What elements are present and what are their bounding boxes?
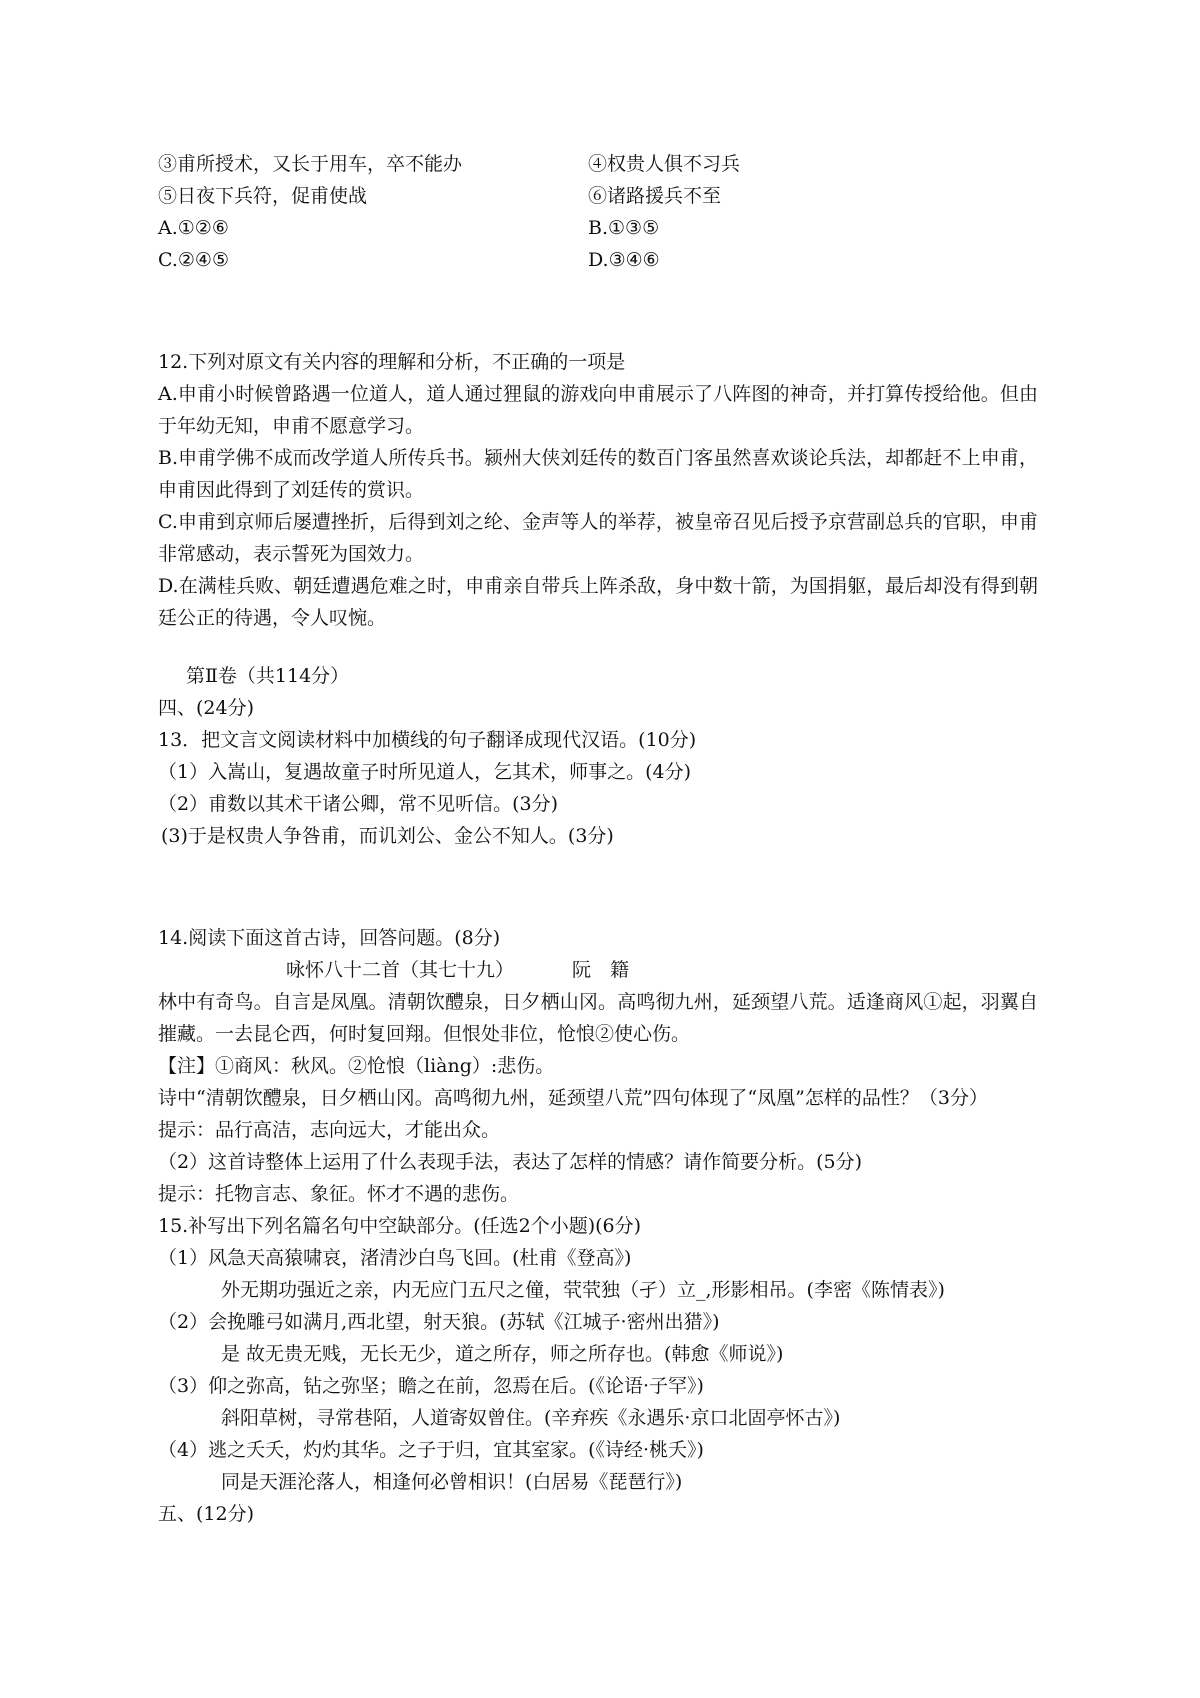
q11-statement-4: ④权贵人俱不习兵 <box>588 153 741 175</box>
q15-item-1b: 外无期功强近之亲，内无应门五尺之僮，茕茕独（孑）立_,形影相吊。(李密《陈情表》) <box>221 1279 945 1301</box>
q11-statement-6: ⑥诸路援兵不至 <box>588 185 722 207</box>
q13-sentence-3: (3)于是权贵人争咎甫，而讥刘公、金公不知人。(3分) <box>161 825 614 847</box>
q11-statement-5: ⑤日夜下兵符，促甫使战 <box>158 185 368 207</box>
q14-stem: 14.阅读下面这首古诗，回答问题。(8分) <box>158 927 501 949</box>
q15-item-3b: 斜阳草树，寻常巷陌，人道寄奴曾住。(辛弃疾《永遇乐·京口北固亭怀古》) <box>221 1407 841 1429</box>
q11-choice-d: D.③④⑥ <box>588 249 660 271</box>
q11-statement-3: ③甫所授术，又长于用车，卒不能办 <box>158 153 463 175</box>
part-4-heading: 四、(24分) <box>158 697 255 719</box>
q11-statement-row <box>158 180 1038 212</box>
q15-item-2b: 是 故无贵无贱，无长无少，道之所存，师之所存也。(韩愈《师说》) <box>221 1343 784 1365</box>
q14-question-1: 诗中“清朝饮醴泉，日夕栖山冈。高鸣彻九州，延颈望八荒”四句体现了“凤凰”怎样的品性？（3分） <box>158 1087 988 1109</box>
q11-statement-row <box>158 148 1038 180</box>
q11-choice-a: A.①②⑥ <box>158 217 229 239</box>
q12-choice-c: C.申甫到京师后屡遭挫折，后得到刘之纶、金声等人的举荐，被皇帝召见后授予京营副总兵的官职，申甫非常感动，表示誓死为国效力。 <box>158 511 1038 565</box>
part-5-heading: 五、(12分) <box>158 1503 255 1525</box>
poem-heading <box>158 954 1038 986</box>
q12-choice-d: D.在满桂兵败、朝廷遭遇危难之时，申甫亲自带兵上阵杀敌，身中数十箭，为国捐躯，最后却没有得到朝廷公正的待遇，令人叹惋。 <box>158 575 1038 629</box>
q15-item-4b: 同是天涯沦落人，相逢何必曾相识！(白居易《琵琶行》) <box>221 1471 683 1493</box>
q14-hint-2: 提示：托物言志、象征。怀才不遇的悲伤。 <box>158 1183 520 1205</box>
q14-hint-1: 提示：品行高洁，志向远大，才能出众。 <box>158 1119 501 1141</box>
section-2-title: 第Ⅱ卷（共114分） <box>186 665 350 687</box>
spacer <box>158 634 1038 660</box>
q15-item-4a: （4）逃之夭夭，灼灼其华。之子于归，宜其室家。(《诗经·桃夭》) <box>158 1439 704 1461</box>
q15-item-3a: （3）仰之弥高，钻之弥坚；瞻之在前，忽焉在后。(《论语·子罕》) <box>158 1375 704 1397</box>
q13-sentence-1: （1）入嵩山，复遇故童子时所见道人，乞其术，师事之。(4分) <box>158 761 692 783</box>
q13-sentence-2: （2）甫数以其术干诸公卿，常不见听信。(3分) <box>158 793 559 815</box>
q11-choice-row <box>158 212 1038 244</box>
poem-note: 【注】①商风：秋风。②怆悢（liàng）:悲伤。 <box>158 1055 555 1077</box>
q12-choice-b: B.申甫学佛不成而改学道人所传兵书。颍州大侠刘廷传的数百门客虽然喜欢谈论兵法，却都赶不上申甫，申甫因此得到了刘廷传的赏识。 <box>158 447 1038 501</box>
page-content <box>158 148 1038 1530</box>
q13-stem: 13．把文言文阅读材料中加横线的句子翻译成现代汉语。(10分) <box>158 729 697 751</box>
spacer <box>158 276 1038 346</box>
q15-item-1a: （1）风急天高猿啸哀，渚清沙白鸟飞回。(杜甫《登高》) <box>158 1247 632 1269</box>
q15-stem: 15.补写出下列名篇名句中空缺部分。(任选2个小题)(6分) <box>158 1215 642 1237</box>
poem-text: 林中有奇鸟。自言是凤凰。清朝饮醴泉，日夕栖山冈。高鸣彻九州，延颈望八荒。适逢商风①起，羽翼自摧藏。一去昆仑西，何时复回翔。但恨处非位，怆悢②使心伤。 <box>158 991 1038 1045</box>
q15-item-2a: （2）会挽雕弓如满月,西北望，射天狼。(苏轼《江城子·密州出猎》) <box>158 1311 720 1333</box>
spacer <box>158 852 1038 922</box>
q11-choice-row <box>158 244 1038 276</box>
poem-title: 咏怀八十二首（其七十九） <box>286 959 515 981</box>
poem-author: 阮 籍 <box>572 959 630 981</box>
q14-question-2: （2）这首诗整体上运用了什么表现手法，表达了怎样的情感？请作简要分析。(5分) <box>158 1151 863 1173</box>
q12-choice-a: A.申甫小时候曾路遇一位道人，道人通过狸鼠的游戏向申甫展示了八阵图的神奇，并打算传授给他。但由于年幼无知，申甫不愿意学习。 <box>158 383 1038 437</box>
q11-choice-c: C.②④⑤ <box>158 249 229 271</box>
q12-stem: 12.下列对原文有关内容的理解和分析，不正确的一项是 <box>158 351 626 373</box>
q11-choice-b: B.①③⑤ <box>588 217 660 239</box>
